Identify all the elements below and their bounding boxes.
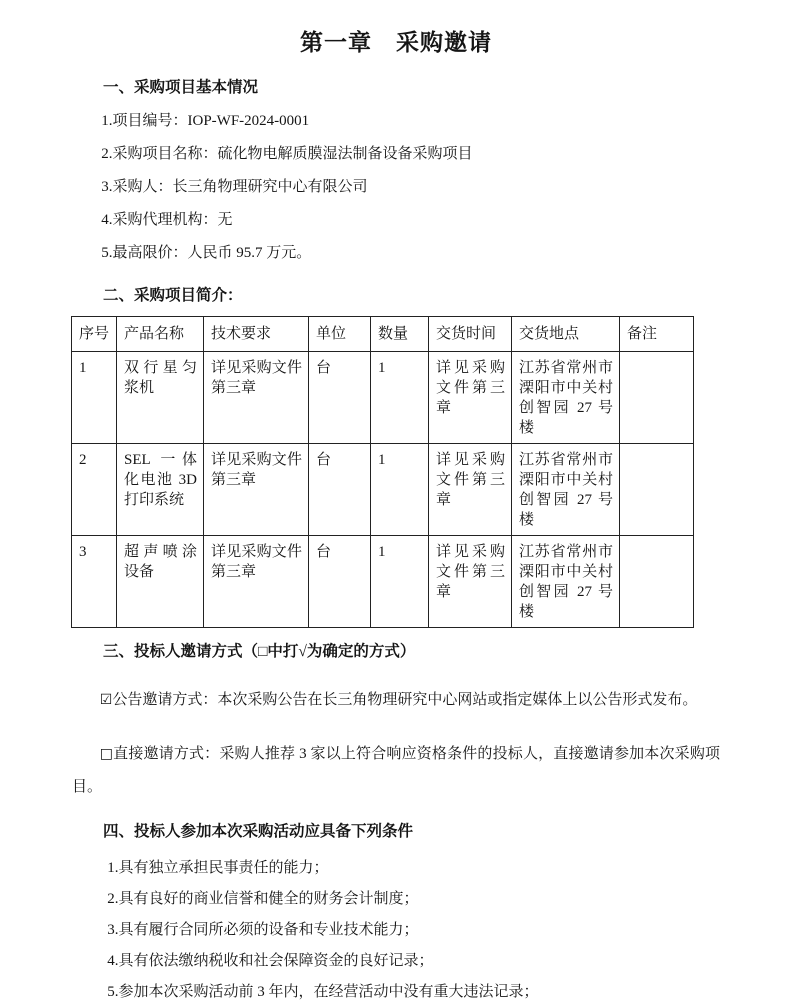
cell-delivery-place: 江苏省常州市溧阳市中关村创智园 27 号楼 <box>512 536 620 628</box>
cell-quantity: 1 <box>371 444 429 536</box>
col-header-index: 序号 <box>72 317 117 352</box>
cell-remarks <box>620 352 694 444</box>
condition-item: 4.具有依法缴纳税收和社会保障资金的良好记录； <box>107 953 434 969</box>
option-direct-invitation <box>72 738 720 804</box>
condition-item: 1.具有独立承担民事责任的能力； <box>107 860 329 876</box>
col-header-product-name: 产品名称 <box>117 317 204 352</box>
col-header-tech-requirements: 技术要求 <box>204 317 309 352</box>
cell-index: 3 <box>72 536 117 628</box>
project-number: 1.项目编号：IOP-WF-2024-0001 <box>101 113 310 129</box>
cell-delivery-time: 详见采购文件第三章 <box>429 444 512 536</box>
cell-product-name: 超声喷涂设备 <box>117 536 204 628</box>
col-header-unit: 单位 <box>309 317 371 352</box>
condition-item: 5.参加本次采购活动前 3 年内，在经营活动中没有重大违法记录； <box>107 984 539 1000</box>
project-name: 2.采购项目名称：硫化物电解质膜湿法制备设备采购项目 <box>101 146 473 162</box>
cell-quantity: 1 <box>371 352 429 444</box>
section-2-heading: 二、采购项目简介： <box>103 287 243 304</box>
section-3-heading: 三、投标人邀请方式（□中打√为确定的方式） <box>103 643 416 660</box>
cell-unit: 台 <box>309 536 371 628</box>
purchaser: 3.采购人：长三角物理研究中心有限公司 <box>101 179 368 195</box>
cell-remarks <box>620 536 694 628</box>
cell-delivery-place: 江苏省常州市溧阳市中关村创智园 27 号楼 <box>512 352 620 444</box>
table-row <box>72 352 694 444</box>
procurement-agency: 4.采购代理机构：无 <box>101 212 233 228</box>
option-announcement-text: 公告邀请方式：本次采购公告在长三角物理研究中心网站或指定媒体上以公告形式发布。 <box>112 692 698 708</box>
cell-delivery-place: 江苏省常州市溧阳市中关村创智园 27 号楼 <box>512 444 620 536</box>
cell-delivery-time: 详见采购文件第三章 <box>429 536 512 628</box>
condition-item: 2.具有良好的商业信誉和健全的财务会计制度； <box>107 891 419 907</box>
cell-product-name: SEL 一体化电池 3D 打印系统 <box>117 444 204 536</box>
col-header-remarks: 备注 <box>620 317 694 352</box>
table-row <box>72 536 694 628</box>
checkbox-unchecked-icon: □ <box>99 746 114 762</box>
table-header-row <box>72 317 694 352</box>
cell-index: 2 <box>72 444 117 536</box>
cell-unit: 台 <box>309 444 371 536</box>
products-table <box>71 316 694 628</box>
option-direct-text: 直接邀请方式：采购人推荐 3 家以上符合响应资格条件的投标人，直接邀请参加本次采购项目。 <box>72 746 720 795</box>
cell-product-name: 双行星匀浆机 <box>117 352 204 444</box>
section-1-heading: 一、采购项目基本情况 <box>103 79 259 96</box>
checkbox-checked-icon: ☑ <box>99 692 113 708</box>
col-header-delivery-time: 交货时间 <box>429 317 512 352</box>
col-header-delivery-place: 交货地点 <box>512 317 620 352</box>
cell-index: 1 <box>72 352 117 444</box>
max-price: 5.最高限价：人民币 95.7 万元。 <box>101 245 312 261</box>
condition-item: 3.具有履行合同所必须的设备和专业技术能力； <box>107 922 419 938</box>
cell-delivery-time: 详见采购文件第三章 <box>429 352 512 444</box>
cell-quantity: 1 <box>371 536 429 628</box>
cell-tech-requirements: 详见采购文件第三章 <box>204 444 309 536</box>
table-row <box>72 444 694 536</box>
cell-remarks <box>620 444 694 536</box>
page-title: 第一章 采购邀请 <box>300 30 492 55</box>
cell-tech-requirements: 详见采购文件第三章 <box>204 352 309 444</box>
cell-tech-requirements: 详见采购文件第三章 <box>204 536 309 628</box>
section-4-heading: 四、投标人参加本次采购活动应具备下列条件 <box>103 823 414 840</box>
cell-unit: 台 <box>309 352 371 444</box>
option-announcement-invitation <box>72 684 720 717</box>
col-header-quantity: 数量 <box>371 317 429 352</box>
